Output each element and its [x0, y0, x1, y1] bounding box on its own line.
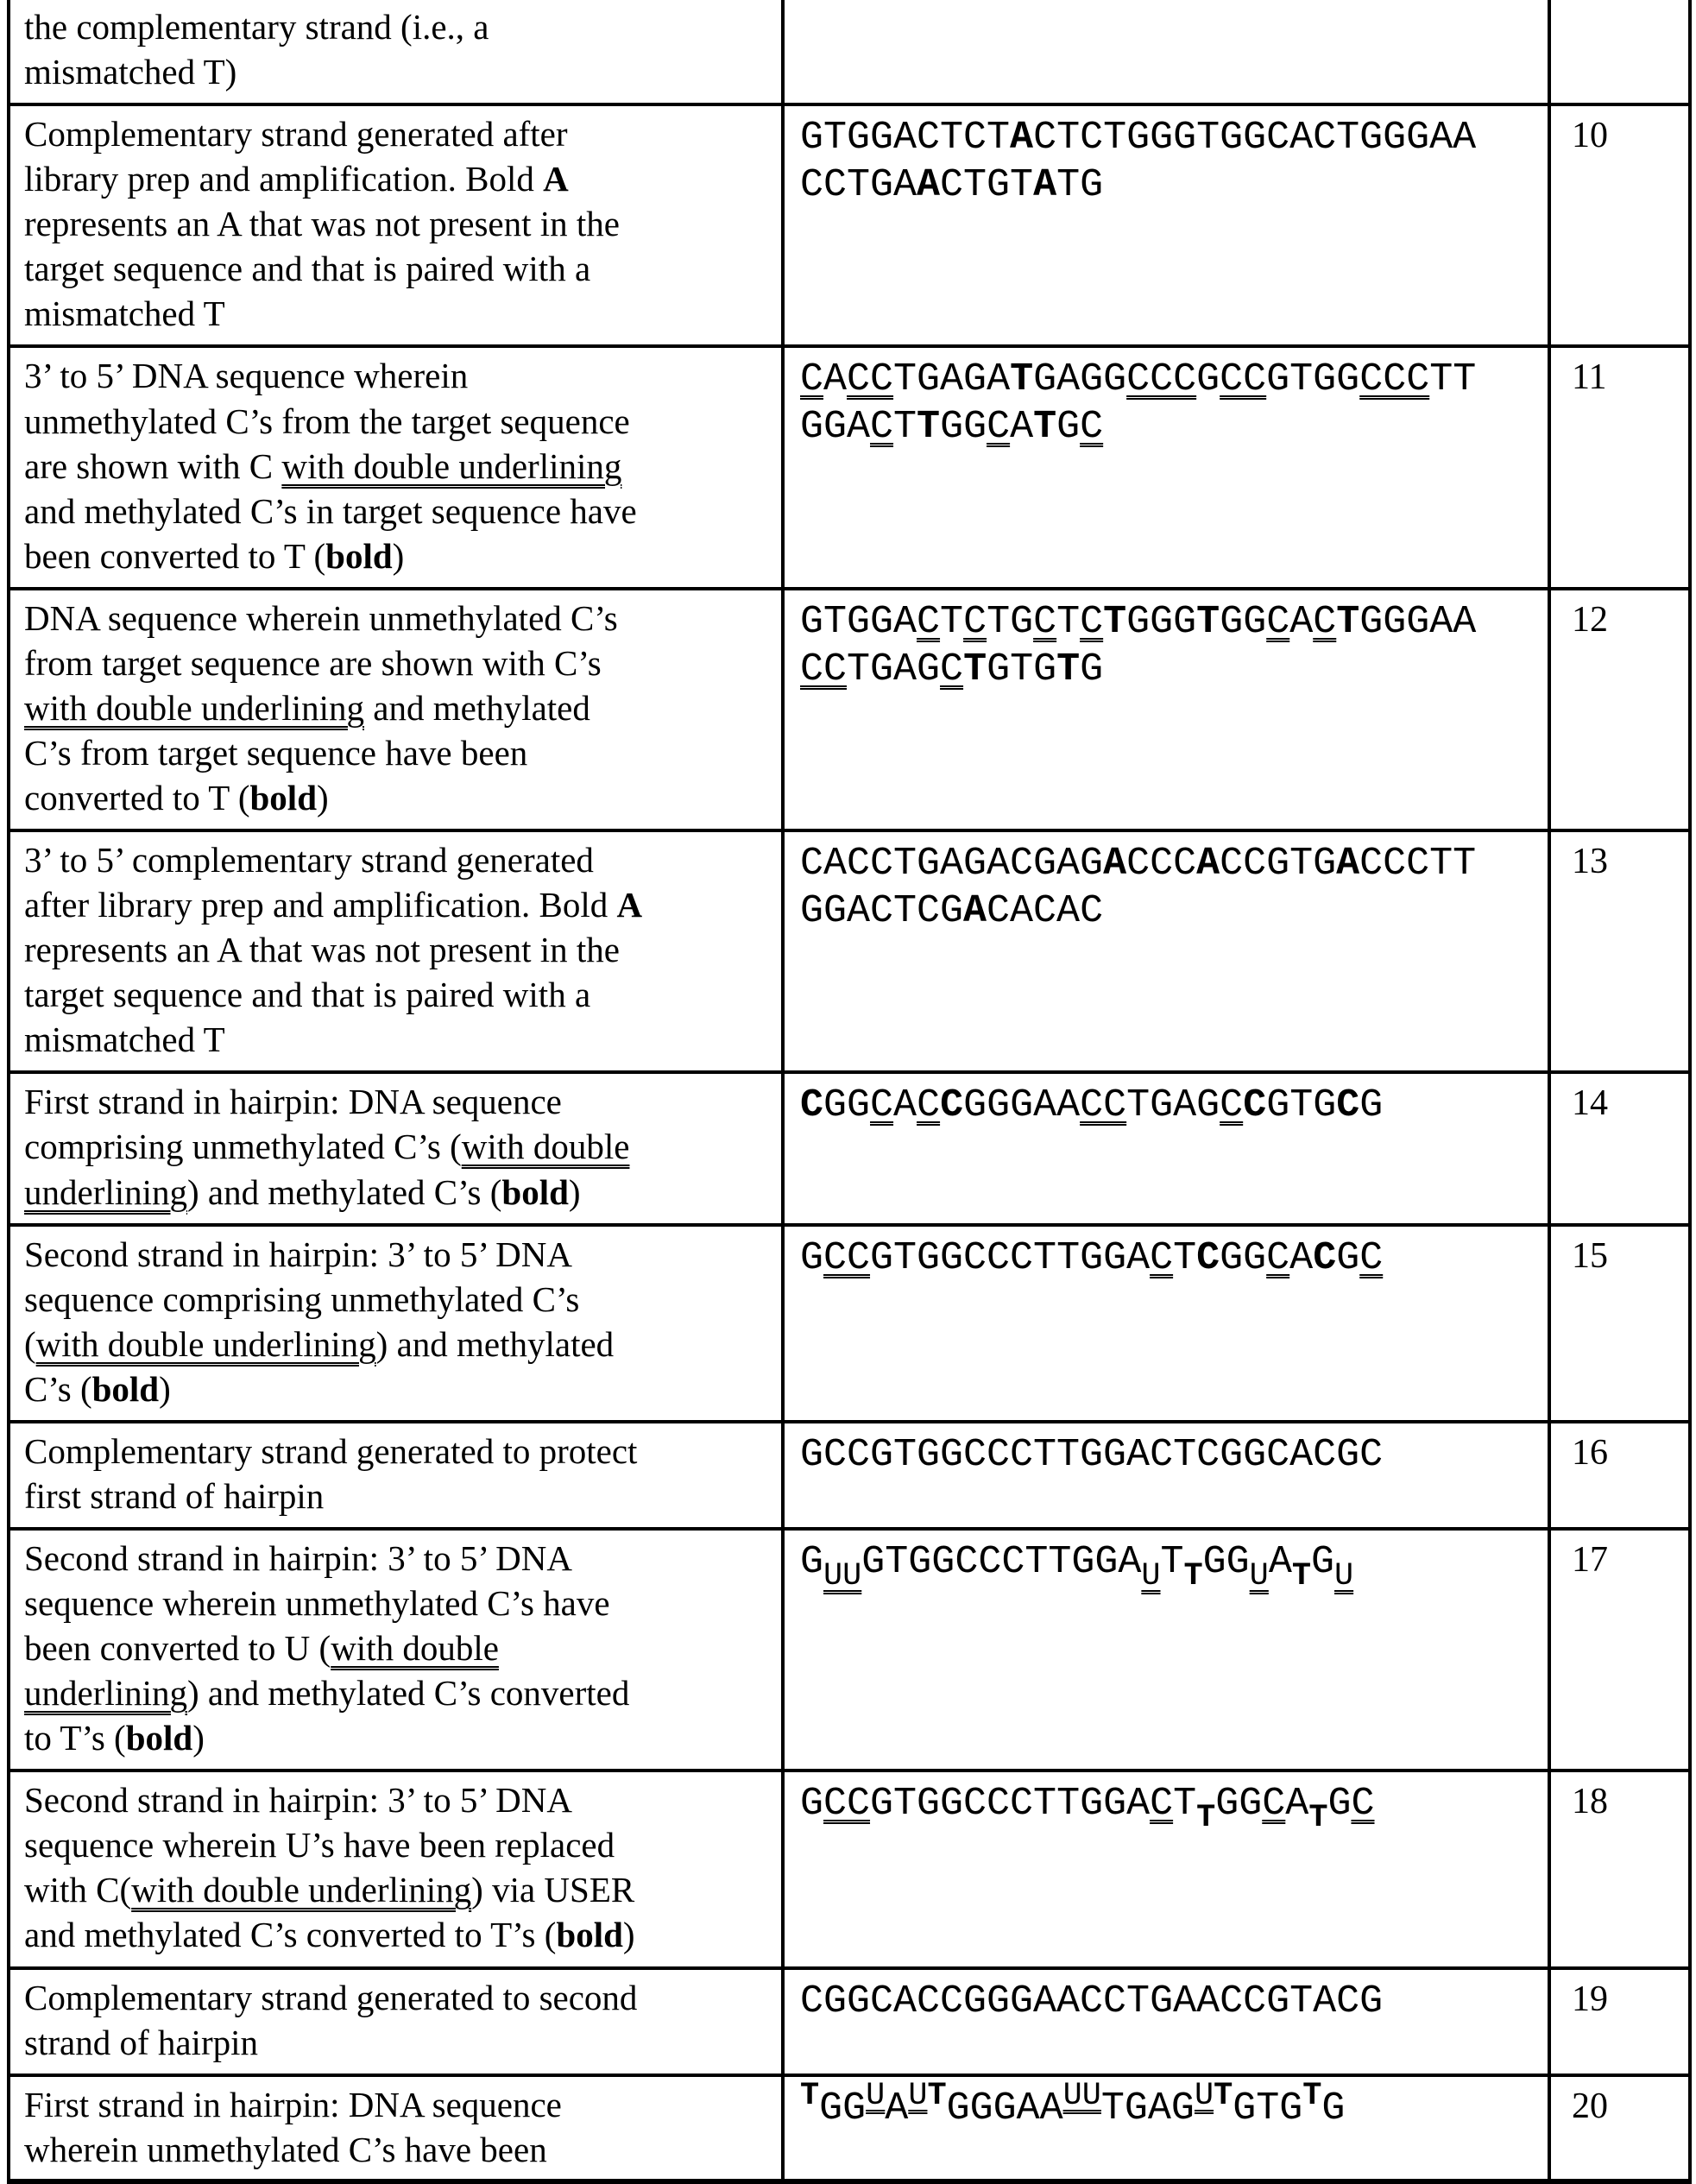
text-segment: ) [317, 778, 329, 817]
text-segment: G [1056, 405, 1081, 450]
text-segment: bold [556, 1915, 623, 1955]
text-segment: T [1056, 599, 1081, 644]
text-segment: represents an A that was not present in the target sequence and that is paired with a mismatched T [24, 930, 620, 1060]
text-segment: A [885, 2086, 909, 2130]
text-segment: G [1080, 647, 1104, 691]
description-cell [9, 1225, 783, 1422]
text-segment: A [1285, 1782, 1309, 1827]
text-segment: A [1103, 842, 1127, 887]
text-segment: with double underlining [24, 1628, 499, 1714]
text-segment: with double underlining [131, 1870, 472, 1910]
text-segment: CCCTT GGACTCG [800, 842, 1477, 933]
seq-id-cell: 18 [1549, 1771, 1690, 1967]
sequence-cell [783, 1225, 1549, 1422]
text-segment: with double underlining [35, 1323, 376, 1364]
text-segment: GG [1202, 1539, 1250, 1584]
description-cell [9, 1771, 783, 1967]
text-segment: CCC [1126, 842, 1197, 887]
text-segment: T [1056, 647, 1081, 691]
description-cell [9, 1422, 783, 1529]
text-segment: with double underlining [281, 445, 622, 486]
text-segment: T [927, 2078, 947, 2115]
text-segment: with double underlining [24, 687, 365, 728]
text-segment: CGGCACCGGGAACCTGAACCGTACG [800, 1979, 1384, 2023]
text-segment: A [1289, 599, 1314, 644]
text-segment: ) and methylated C’s ( [187, 1171, 502, 1212]
text-segment: C [1266, 599, 1290, 644]
sequence-cell [783, 104, 1549, 346]
text-segment: A [823, 357, 848, 402]
text-segment: CC [1080, 1083, 1127, 1128]
text-segment: GGGAA [1359, 599, 1477, 644]
text-segment: GG [940, 405, 987, 450]
text-segment: C [1313, 1235, 1337, 1280]
seq-id-cell: 11 [1549, 346, 1690, 588]
text-segment: Complementary strand generated to second strand of hairpin [24, 1977, 638, 2062]
text-segment: A [893, 1083, 917, 1128]
table-row [9, 1771, 1690, 1967]
table-row [9, 1225, 1690, 1422]
text-segment: T [1160, 1539, 1184, 1584]
text-segment: C [917, 1083, 941, 1128]
text-segment: UU [823, 1557, 862, 1594]
text-segment: G [800, 1782, 824, 1827]
text-segment: GTGGCCCTTGGA [861, 1539, 1142, 1584]
text-segment: T [1033, 405, 1057, 450]
text-segment: C [1150, 1782, 1174, 1827]
text-segment: GG [819, 2086, 867, 2130]
text-segment: bold [91, 1368, 160, 1409]
text-segment: bold [125, 1718, 193, 1758]
text-segment: C [1336, 1083, 1360, 1128]
text-segment: UU [1062, 2078, 1101, 2115]
text-segment: with double underlining [24, 1127, 630, 1212]
sequence-cell [783, 1968, 1549, 2075]
text-segment: C [1033, 599, 1057, 644]
seq-id-cell: 14 [1549, 1072, 1690, 1224]
text-segment: T [1196, 1800, 1216, 1837]
description-cell [9, 589, 783, 830]
text-segment: C [1359, 1235, 1384, 1280]
text-segment: First strand in hairpin: DNA sequence wherein unmethylated C’s have been [24, 2084, 562, 2169]
text-segment: CC [1220, 357, 1267, 402]
table-body [9, 0, 1690, 2182]
sequence-cell [783, 1529, 1549, 1771]
text-segment: U [908, 2078, 928, 2115]
text-segment: CACCTGAGACGAG [800, 842, 1104, 887]
text-segment: bold [249, 778, 317, 817]
sequence-cell [783, 1422, 1549, 1529]
text-segment: the complementary strand (i.e., a mismatched T) [24, 7, 489, 92]
text-segment: A [1196, 842, 1220, 887]
text-segment: CCC [1126, 357, 1197, 402]
text-segment: Complementary strand generated to protect first strand of hairpin [24, 1430, 638, 1516]
text-segment: C [1262, 1782, 1286, 1827]
text-segment: TG [1056, 163, 1104, 208]
description-cell [9, 2075, 783, 2182]
text-segment: A [1010, 405, 1034, 450]
page-bottom-border [7, 2179, 1688, 2182]
text-segment: bold [501, 1171, 569, 1212]
text-segment: GTG [987, 647, 1057, 691]
text-segment: A [616, 885, 643, 925]
text-segment: Complementary strand generated after library prep and amplification. Bold [24, 114, 568, 199]
table-row [9, 830, 1690, 1072]
text-segment: T [1291, 1557, 1311, 1594]
text-segment: T [1173, 1235, 1197, 1280]
text-segment: C [940, 647, 964, 691]
text-segment: ) [159, 1368, 171, 1409]
table-row [9, 2075, 1690, 2182]
text-segment: C [800, 357, 824, 402]
text-segment: represents an A that was not present in the target sequence and that is paired with a mismatched T [24, 204, 620, 334]
sequence-table [7, 0, 1692, 2184]
text-segment: CTCTGGGTGGCACTGGGAA CCTGA [800, 116, 1477, 208]
text-segment: T [1010, 357, 1034, 402]
text-segment: GGG [1126, 599, 1197, 644]
text-segment: A [1268, 1539, 1292, 1584]
description-cell [9, 1072, 783, 1224]
text-segment: T [1173, 1782, 1197, 1827]
text-segment: GTGGACTCT [800, 116, 1011, 161]
text-segment: CC [847, 357, 894, 402]
text-segment: GTGG [1266, 357, 1360, 402]
seq-id-cell [1549, 0, 1690, 104]
description-cell [9, 1529, 783, 1771]
text-segment: T [893, 405, 917, 450]
text-segment: T [1336, 599, 1360, 644]
text-segment: GTGGA [800, 599, 917, 644]
text-segment: CCC [1359, 357, 1430, 402]
text-segment: CC [823, 1782, 871, 1827]
text-segment: C [800, 1083, 824, 1128]
text-segment: GTG [1266, 1083, 1337, 1128]
text-segment: C [1351, 1782, 1375, 1827]
text-segment: A [543, 159, 569, 199]
seq-id-cell: 19 [1549, 1968, 1690, 2075]
text-segment: ) [622, 1915, 635, 1955]
description-cell [9, 0, 783, 104]
text-segment: T [1308, 1800, 1328, 1837]
text-segment: GGGAA [963, 1083, 1081, 1128]
text-segment: ) and methylated C’s converted to T’s ( [24, 1673, 630, 1758]
text-segment: A [917, 163, 941, 208]
text-segment: C [963, 599, 987, 644]
text-segment: U [1141, 1557, 1161, 1594]
text-segment: T [1302, 2078, 1322, 2115]
sequence-cell [783, 346, 1549, 588]
text-segment: ) via USER and methylated C’s converted to T’s ( [24, 1870, 635, 1955]
text-segment: ) [392, 535, 405, 576]
text-segment: G [1321, 2086, 1346, 2130]
text-segment: ) and methylated C’s ( [24, 1323, 615, 1409]
text-segment: U [1249, 1557, 1269, 1594]
seq-id-cell: 16 [1549, 1422, 1690, 1529]
table-row [9, 1422, 1690, 1529]
text-segment: bold [325, 535, 393, 576]
text-segment: CC [800, 647, 848, 691]
table-row [9, 589, 1690, 830]
text-segment: TGAGA [893, 357, 1011, 402]
text-segment: C [1266, 1235, 1290, 1280]
seq-id-cell: 17 [1549, 1529, 1690, 1771]
sequence-cell [783, 1771, 1549, 1967]
text-segment: ) [568, 1171, 581, 1212]
text-segment: T [917, 405, 941, 450]
table-row [9, 104, 1690, 346]
text-segment: C [1196, 1235, 1220, 1280]
text-segment: First strand in hairpin: DNA sequence comprising unmethylated C’s ( [24, 1082, 562, 1167]
table-row [9, 0, 1690, 104]
text-segment: Second strand in hairpin: 3’ to 5’ DNA sequence wherein unmethylated C’s have been converted to U ( [24, 1537, 610, 1669]
text-segment: ) [192, 1718, 205, 1758]
text-segment: and methylated C’s in target sequence have been converted to T ( [24, 490, 637, 576]
description-cell [9, 830, 783, 1072]
text-segment: T [963, 647, 987, 691]
text-segment: C [1313, 599, 1337, 644]
seq-id-cell: 20 [1549, 2075, 1690, 2182]
sequence-cell [783, 0, 1549, 104]
seq-id-cell: 10 [1549, 104, 1690, 346]
sequence-cell [783, 1072, 1549, 1224]
text-segment: GTG [1233, 2086, 1303, 2130]
text-segment: GG [1215, 1782, 1263, 1827]
text-segment: A [1336, 842, 1360, 887]
text-segment: CC [823, 1235, 871, 1280]
text-segment: C [940, 1083, 964, 1128]
text-segment: TGAG [1100, 2086, 1195, 2130]
text-segment: GGGAA [946, 2086, 1063, 2130]
text-segment: G [800, 1235, 824, 1280]
text-segment: CCGTG [1220, 842, 1337, 887]
sequence-cell [783, 2075, 1549, 2182]
text-segment: C [1243, 1083, 1267, 1128]
text-segment: G [800, 1539, 824, 1584]
text-segment: CACAC [987, 888, 1104, 933]
text-segment: C [987, 405, 1011, 450]
text-segment: Second strand in hairpin: 3’ to 5’ DNA sequence comprising unmethylated C’s ( [24, 1234, 580, 1364]
text-segment: U [1333, 1557, 1354, 1594]
text-segment: U [866, 2078, 886, 2115]
text-segment: GAGG [1033, 357, 1127, 402]
text-segment: and methylated C’s from target sequence have been converted to T ( [24, 687, 590, 817]
text-segment: C [1080, 599, 1104, 644]
description-cell [9, 346, 783, 588]
description-cell [9, 104, 783, 346]
text-segment: CTGT [940, 163, 1034, 208]
text-segment: 3’ to 5’ DNA sequence wherein unmethylated C’s from the target sequence are shown with C [24, 356, 630, 486]
text-segment: TG [987, 599, 1034, 644]
table-row [9, 1529, 1690, 1771]
text-segment: T [1183, 1557, 1203, 1594]
text-segment: GG [1220, 1235, 1267, 1280]
text-segment: C [1220, 1083, 1244, 1128]
text-segment: DNA sequence wherein unmethylated C’s from target sequence are shown with C’s [24, 597, 618, 683]
text-segment: T [940, 599, 964, 644]
text-segment: T [800, 2078, 820, 2115]
text-segment: G [1359, 1083, 1384, 1128]
text-segment: G [1310, 1539, 1334, 1584]
text-segment: G [1196, 357, 1220, 402]
text-segment: A [963, 888, 987, 933]
text-segment: A [1033, 163, 1057, 208]
text-segment: T [1103, 599, 1127, 644]
description-cell [9, 1968, 783, 2075]
text-segment: GCCGTGGCCCTTGGACTCGGCACGC [800, 1432, 1384, 1477]
text-segment: A [1010, 116, 1034, 161]
text-segment: Second strand in hairpin: 3’ to 5’ DNA sequence wherein U’s have been replaced with C( [24, 1780, 615, 1910]
patent-sequence-table-page [7, 0, 1688, 2184]
table-row [9, 346, 1690, 588]
text-segment: C [917, 599, 941, 644]
text-segment: C [870, 1083, 894, 1128]
table-row [9, 1072, 1690, 1224]
text-segment: A [1289, 1235, 1314, 1280]
text-segment: U [1194, 2078, 1214, 2115]
text-segment: T [1196, 599, 1220, 644]
text-segment: G [1336, 1235, 1360, 1280]
text-segment: G [1327, 1782, 1352, 1827]
text-segment: TGAG [847, 647, 941, 691]
text-segment: TGAG [1126, 1083, 1220, 1128]
text-segment: C [1150, 1235, 1174, 1280]
table-row [9, 1968, 1690, 2075]
text-segment: TT GGA [800, 357, 1477, 450]
seq-id-cell: 13 [1549, 830, 1690, 1072]
text-segment: T [1214, 2078, 1233, 2115]
text-segment: GG [1220, 599, 1267, 644]
text-segment: C [1080, 405, 1104, 450]
text-segment: GG [823, 1083, 871, 1128]
seq-id-cell: 15 [1549, 1225, 1690, 1422]
sequence-cell [783, 589, 1549, 830]
text-segment: 3’ to 5’ complementary strand generated after library prep and amplification. Bold [24, 840, 608, 925]
text-segment: GTGGCCCTTGGA [870, 1782, 1151, 1827]
text-segment: GTGGCCCTTGGA [870, 1235, 1151, 1280]
seq-id-cell: 12 [1549, 589, 1690, 830]
text-segment: C [870, 405, 894, 450]
sequence-cell [783, 830, 1549, 1072]
